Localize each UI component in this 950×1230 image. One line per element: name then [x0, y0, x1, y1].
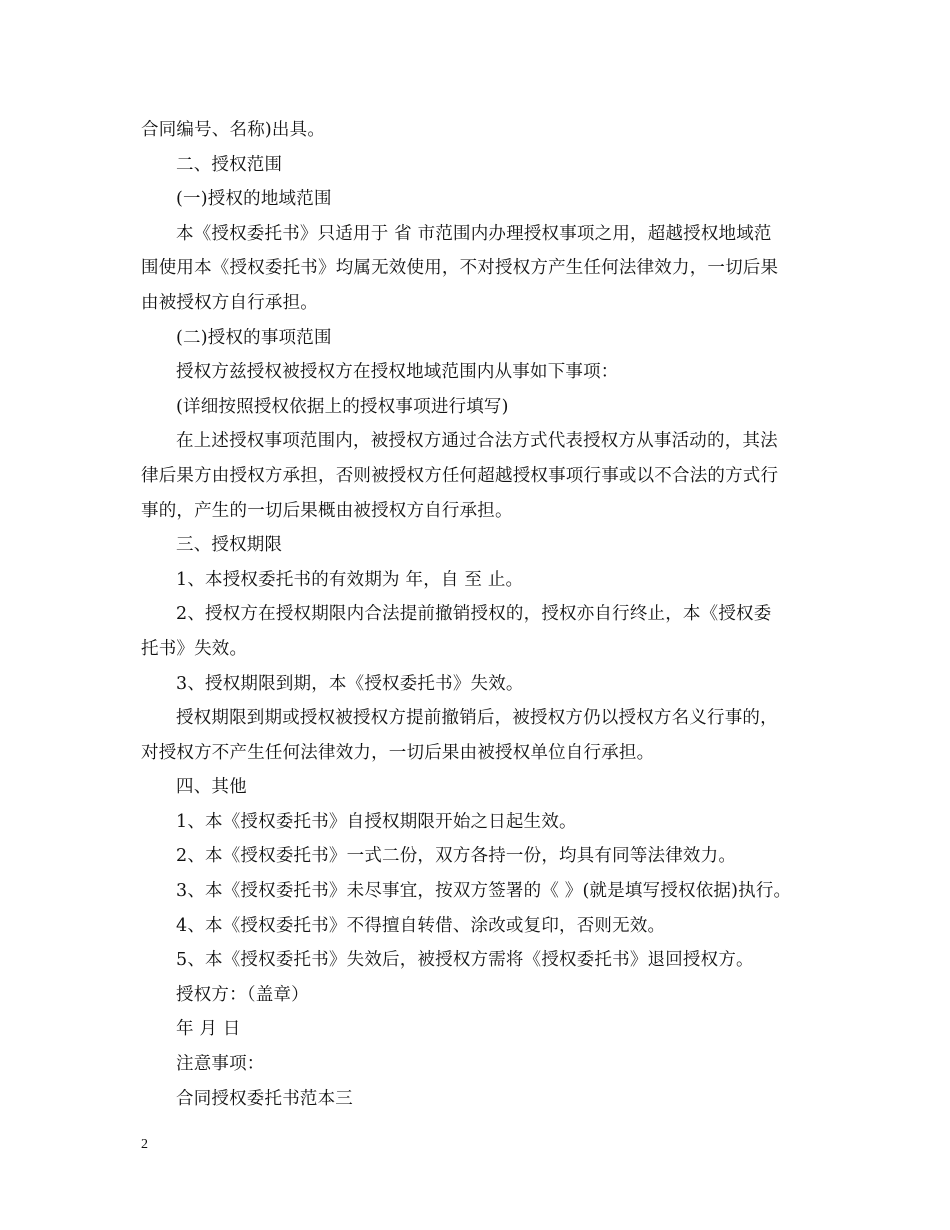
text-line: 年 月 日 [176, 1019, 241, 1040]
text-line: 四、其他 [176, 777, 247, 798]
text-line: 对授权方不产生任何法律效力，一切后果由被授权单位自行承担。 [141, 742, 655, 763]
text-line: 5、本《授权委托书》失效后，被授权方需将《授权委托书》退回授权方。 [176, 950, 754, 971]
text-line: 本《授权委托书》只适用于 省 市范围内办理授权事项之用，超越授权地域范 [176, 223, 772, 244]
text-line: 授权期限到期或授权被授权方提前撤销后，被授权方仍以授权方名义行事的， [176, 708, 778, 729]
text-line: 授权方：（盖章） [176, 984, 309, 1005]
text-line: 围使用本《授权委托书》均属无效使用，不对授权方产生任何法律效力，一切后果 [141, 258, 779, 279]
text-line: 合同编号、名称)出具。 [141, 120, 326, 140]
text-line: 三、授权期限 [176, 535, 283, 556]
page-number: 2 [141, 1137, 148, 1152]
text-line: (一)授权的地域范围 [176, 189, 332, 210]
text-line: 1、本《授权委托书》自授权期限开始之日起生效。 [176, 811, 577, 832]
text-line: 注意事项： [176, 1054, 265, 1075]
text-line: 托书》失效。 [141, 638, 248, 659]
text-line: 合同授权委托书范本三 [176, 1088, 353, 1109]
text-line: 3、本《授权委托书》未尽事宜，按双方签署的《 》(就是填写授权依据)执行。 [176, 881, 792, 902]
text-line: 授权方兹授权被授权方在授权地域范围内从事如下事项： [176, 362, 619, 383]
text-line: 2、本《授权委托书》一式二份，双方各持一份，均具有同等法律效力。 [176, 846, 737, 867]
text-line: 由被授权方自行承担。 [141, 292, 318, 313]
text-line: 事的，产生的一切后果概由被授权方自行承担。 [141, 500, 513, 521]
text-line: (详细按照授权依据上的授权事项进行填写) [176, 396, 509, 417]
text-line: 3、授权期限到期，本《授权委托书》失效。 [176, 673, 524, 694]
text-line: 4、本《授权委托书》不得擅自转借、涂改或复印，否则无效。 [176, 915, 666, 936]
document-body [141, 113, 811, 1116]
text-line: 在上述授权事项范围内，被授权方通过合法方式代表授权方从事活动的，其法 [176, 431, 778, 452]
text-line: (二)授权的事项范围 [176, 327, 332, 348]
text-line: 2、授权方在授权期限内合法提前撤销授权的，授权亦自行终止，本《授权委 [176, 604, 772, 625]
text-line: 1、本授权委托书的有效期为 年，自 至 止。 [176, 569, 524, 590]
text-line: 二、授权范围 [176, 154, 283, 175]
text-line: 律后果方由授权方承担，否则被授权方任何超越授权事项行事或以不合法的方式行 [141, 465, 779, 486]
